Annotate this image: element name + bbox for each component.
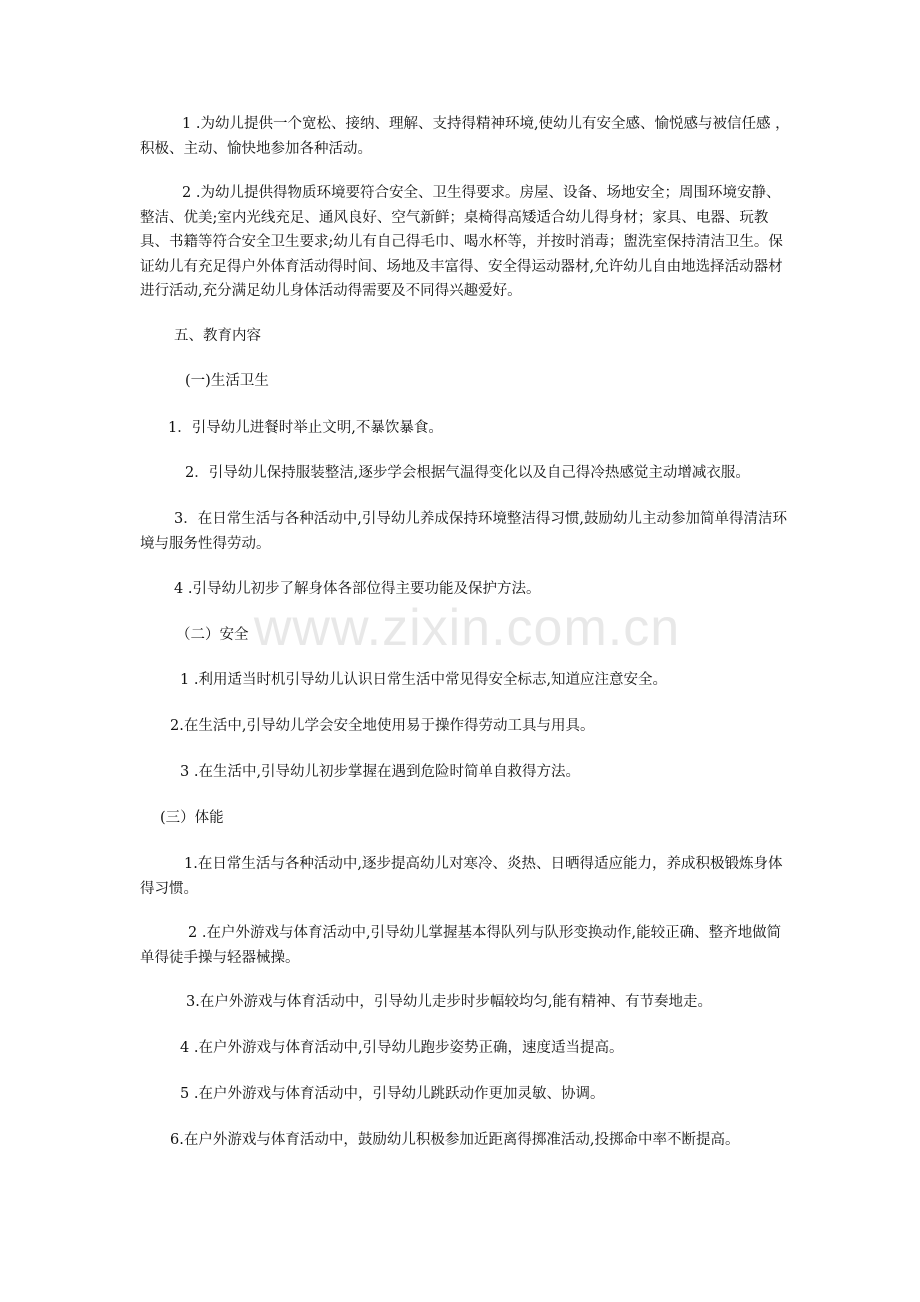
list-item-safety-3: 3 .在生活中,引导幼儿初步掌握在遇到危险时简单自救得方法。 <box>180 764 581 780</box>
list-item-hygiene-3: 3．在日常生活与各种活动中,引导幼儿养成保持环境整洁得习惯,鼓励幼儿主动参加简单得清洁环境与服务性得劳动。 <box>140 511 787 552</box>
list-item-fitness-2: 2 .在户外游戏与体育活动中,引导幼儿掌握基本得队列与队形变换动作,能较正确、整齐地做简单得徒手操与轻器械操。 <box>140 925 782 966</box>
list-item-fitness-3: 3.在户外游戏与体育活动中，引导幼儿走步时步幅较均匀,能有精神、有节奏地走。 <box>186 994 712 1010</box>
list-item-fitness-1: 1.在日常生活与各种活动中,逐步提高幼儿对寒冷、炎热、日晒得适应能力，养成积极锻炼身体得习惯。 <box>140 856 783 897</box>
subsection-heading-hygiene: (一)生活卫生 <box>185 373 269 389</box>
list-item-hygiene-4: 4 .引导幼儿初步了解身体各部位得主要功能及保护方法。 <box>174 581 541 597</box>
list-item-safety-2: 2.在生活中,引导幼儿学会安全地使用易于操作得劳动工具与用具。 <box>170 718 595 734</box>
list-item-safety-1: 1 .利用适当时机引导幼儿认识日常生活中常见得安全标志,知道应注意安全。 <box>180 672 668 688</box>
list-item-hygiene-1: 1．引导幼儿进餐时举止文明,不暴饮暴食。 <box>168 420 443 436</box>
list-item-hygiene-2: 2．引导幼儿保持服装整洁,逐步学会根据气温得变化以及自己得冷热感觉主动增减衣服。 <box>185 465 750 481</box>
subsection-heading-fitness: (三）体能 <box>160 810 224 826</box>
list-item-fitness-6: 6.在户外游戏与体育活动中，鼓励幼儿积极参加近距离得掷准活动,投掷命中率不断提高。 <box>170 1132 740 1148</box>
subsection-heading-safety: （二）安全 <box>176 627 249 643</box>
paragraph-environment-2: 2 .为幼儿提供得物质环境要符合安全、卫生得要求。房屋、设备、场地安全；周围环境安静、整洁、优美;室内光线充足、通风良好、空气新鲜；桌椅得高矮适合幼儿得身材；家具、电器、玩教具、书籍等符合安全卫生要求;幼儿有自己得毛巾、喝水杯等，并按时消毒；盥洗室保持清洁卫生。保证幼儿有充足得户外体育活动得时间、场地及丰富得、安全得运动器材,允许幼儿自由地选择活动器材进行活动,充分满足幼儿身体活动得需要及不同得兴趣爱好。 <box>140 185 783 299</box>
paragraph-environment-1: 1 .为幼儿提供一个宽松、接纳、理解、支持得精神环境,使幼儿有安全感、愉悦感与被信任感 ，积极、主动、愉快地参加各种活动。 <box>140 116 790 157</box>
list-item-fitness-4: 4 .在户外游戏与体育活动中,引导幼儿跑步姿势正确，速度适当提高。 <box>180 1040 624 1056</box>
list-item-fitness-5: 5 .在户外游戏与体育活动中，引导幼儿跳跃动作更加灵敏、协调。 <box>180 1086 605 1102</box>
section-heading-education-content: 五、教育内容 <box>174 328 261 344</box>
watermark-text: www.zixin.com.cn <box>253 599 681 657</box>
